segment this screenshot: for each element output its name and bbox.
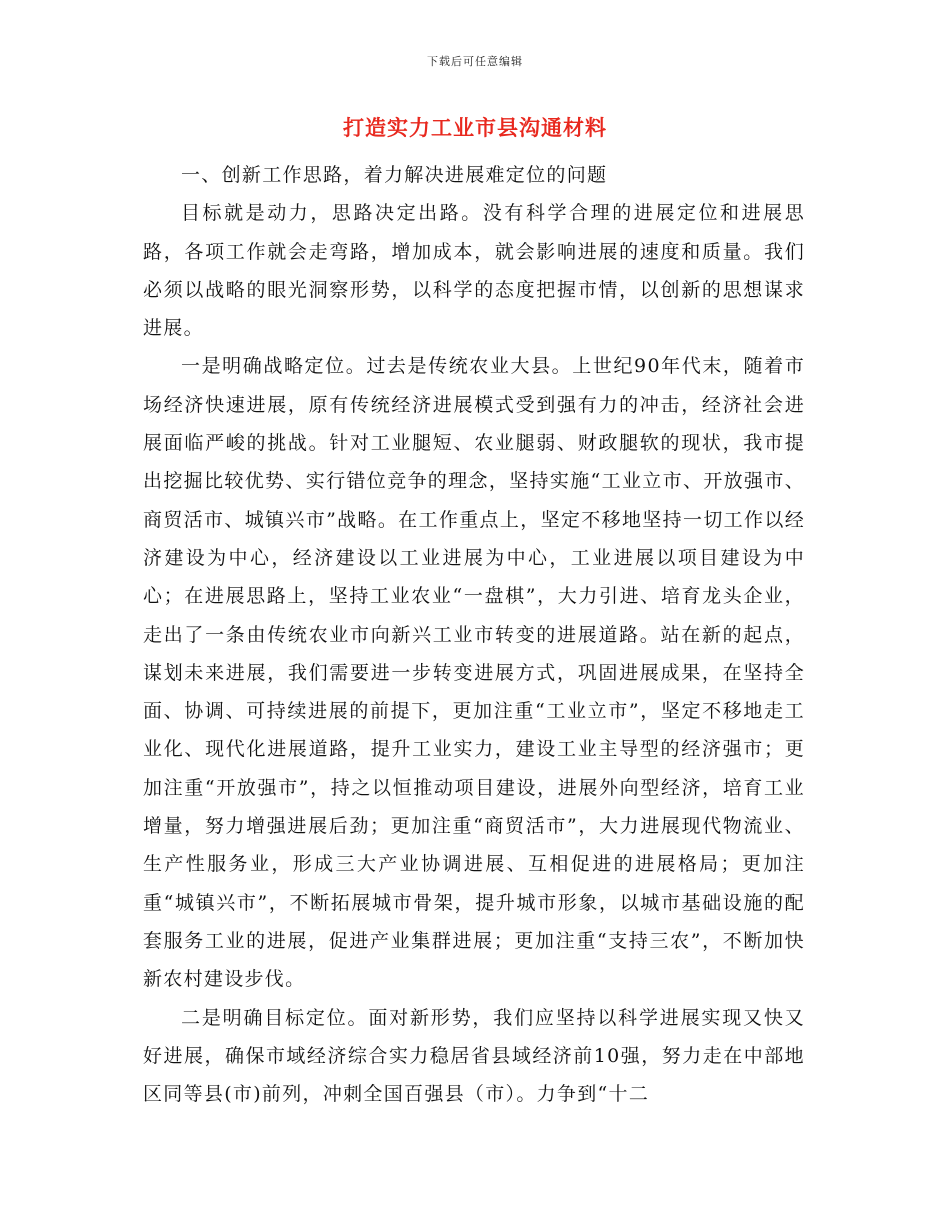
section-heading: 一、创新工作思路，着力解决进展难定位的问题	[181, 164, 608, 186]
document-body	[143, 156, 805, 1113]
paragraph: 目标就是动力，思路决定出路。没有科学合理的进展定位和进展思路，各项工作就会走弯路，增加成本，就会影响进展的速度和质量。我们必须以战略的眼光洞察形势，以科学的态度把握市情，以创新的思想谋求进展。	[143, 202, 805, 340]
page-title: 打造实力工业市县沟通材料	[343, 115, 607, 140]
header-note: 下载后可任意编辑	[427, 55, 523, 68]
paragraph: 二是明确目标定位。面对新形势，我们应坚持以科学进展实现又快又好进展，确保市域经济综合实力稳居省县域经济前10强，努力走在中部地区同等县(市)前列，冲刺全国百强县（市）。力争到“十二	[143, 1006, 805, 1106]
paragraph: 一是明确战略定位。过去是传统农业大县。上世纪90年代末，随着市场经济快速进展，原有传统经济进展模式受到强有力的冲击，经济社会进展面临严峻的挑战。针对工业腿短、农业腿弱、财政腿软的现状，我市提出挖掘比较优势、实行错位竞争的理念，坚持实施“工业立市、开放强市、商贸活市、城镇兴市”战略。在工作重点上，坚定不移地坚持一切工作以经济建设为中心，经济建设以工业进展为中心，工业进展以项目建设为中心；在进展思路上，坚持工业农业“一盘棋”，大力引进、培育龙头企业，走出了一条由传统农业市向新兴工业市转变的进展道路。站在新的起点，谋划未来进展，我们需要进一步转变进展方式，巩固进展成果，在坚持全面、协调、可持续进展的前提下，更加注重“工业立市”，坚定不移地走工业化、现代化进展道路，提升工业实力，建设工业主导型的经济强市；更加注重“开放强市”，持之以恒推动项目建设，进展外向型经济，培育工业增量，努力增强进展后劲；更加注重“商贸活市”，大力进展现代物流业、生产性服务业，形成三大产业协调进展、互相促进的进展格局；更加注重“城镇兴市”，不断拓展城市骨架，提升城市形象，以城市基础设施的配套服务工业的进展，促进产业集群进展；更加注重“支持三农”，不断加快新农村建设步伐。	[143, 355, 805, 991]
